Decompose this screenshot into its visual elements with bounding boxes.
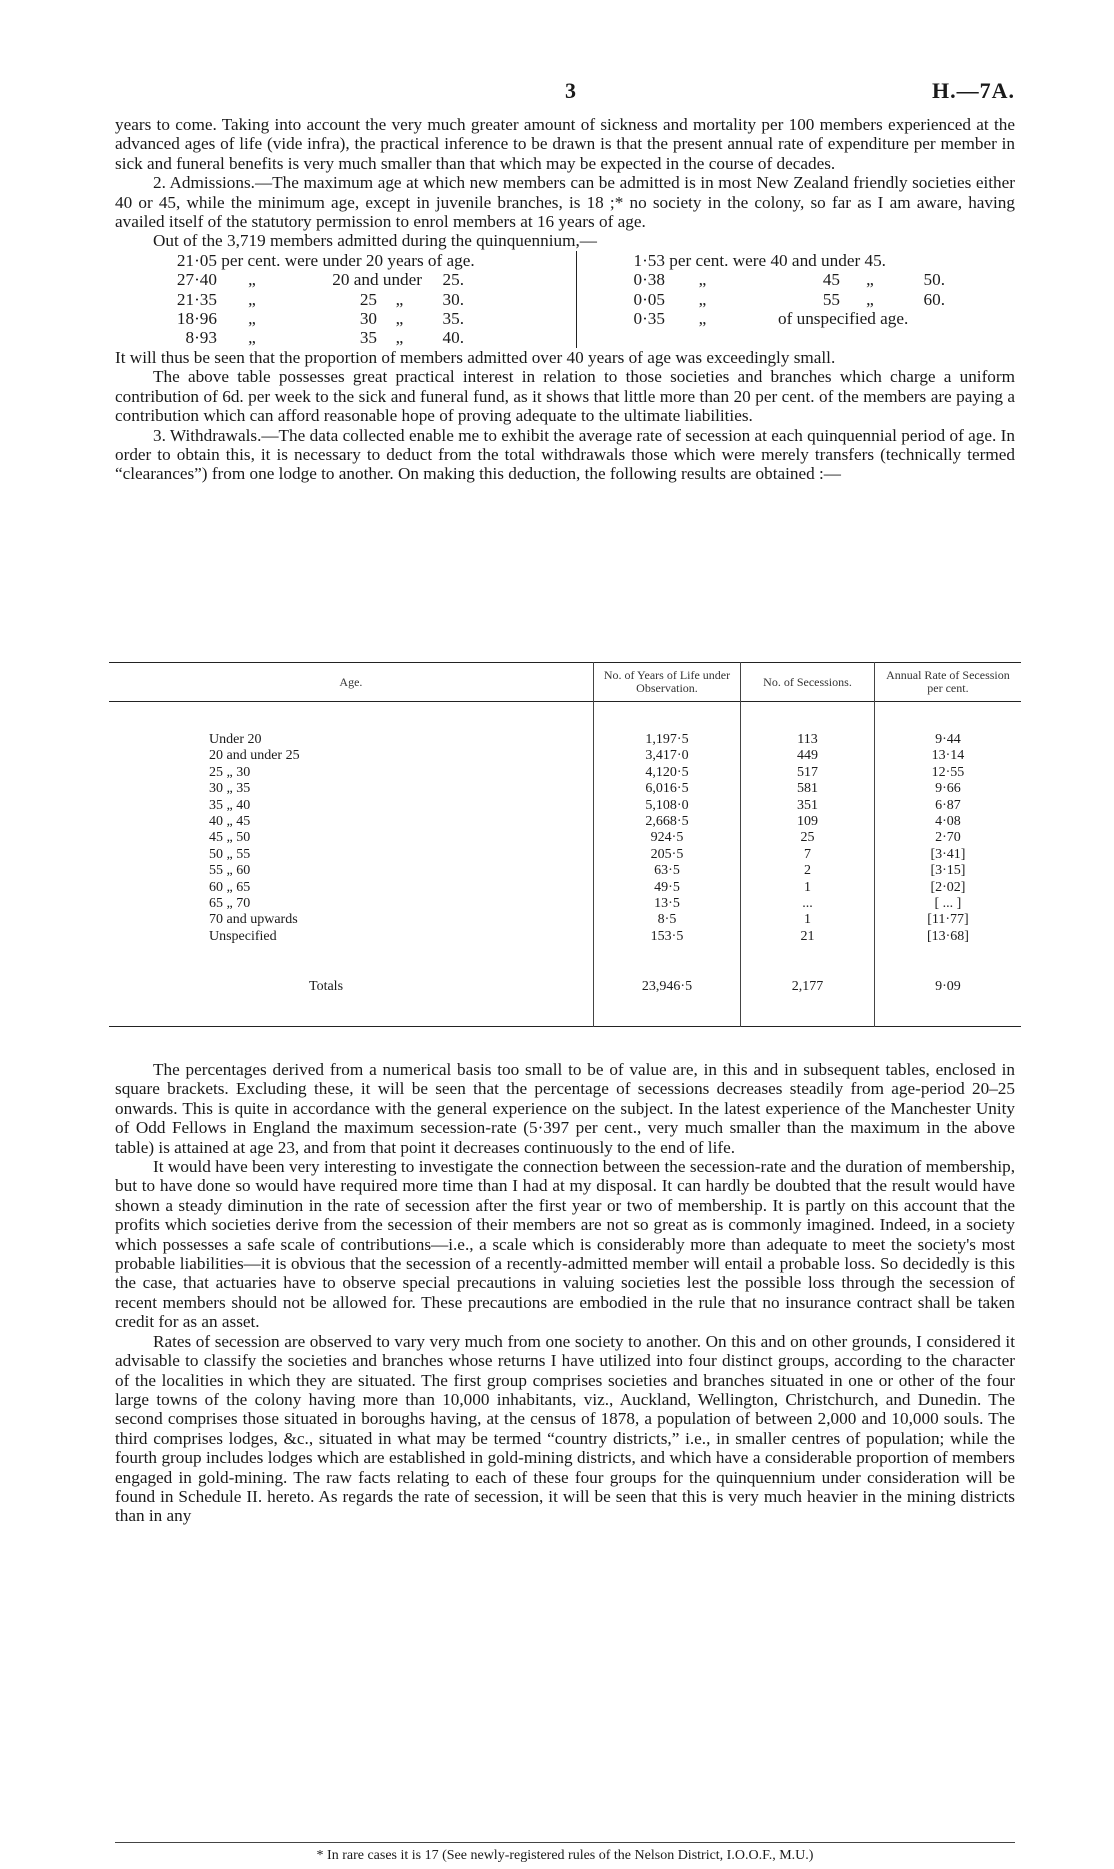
cell-secessions: 1 — [741, 912, 875, 928]
cell-age: 65 „ 70 — [109, 896, 593, 912]
list-item: 18·96 „ 30 „ 35. — [176, 309, 464, 329]
paragraph-admissions: 2. Admissions.—The maximum age at which new members can be admitted is in most New Zealand friendly societies either 40 or 45, while the minimum age, except in juvenile branches, is 18 ;* no society in the colony, so far as I am aware, having availed itself of the statutory permission to enrol members at 16 years of age. — [115, 173, 1015, 232]
footnote-divider — [115, 1842, 1015, 1843]
cell-age: 60 „ 65 — [109, 880, 593, 896]
table-row — [109, 798, 1021, 814]
paragraph-admissions-intro: Out of the 3,719 members admitted during the quinquennium,— — [153, 231, 597, 251]
cell-age: 55 „ 60 — [109, 863, 593, 879]
col-header-rate: Annual Rate of Secession per cent. — [886, 668, 1010, 695]
cell-years: 3,417·0 — [593, 748, 740, 764]
cell-years: 8·5 — [593, 912, 740, 928]
top-section — [115, 115, 1015, 484]
cell-rate: [11·77] — [927, 912, 969, 928]
cell-secessions: 2 — [741, 863, 875, 879]
bottom-section — [115, 1060, 1015, 1526]
cell-rate: [3·41] — [930, 846, 966, 862]
cell-age: 45 „ 50 — [109, 830, 593, 846]
paragraph-percentages: The percentages derived from a numerical basis too small to be of value are, in this and in subsequent tables, enclosed in square brackets. Excluding these, it will be seen that the percentage of secessions decreases steadily from age-period 20–25 onwards. This is quite in accordance with the general experience on the subject. In the latest experience of the Manchester Unity of Odd Fellows in England the maximum secession-rate (5·397 per cent., very much smaller than the maximum in the above table) is attained at age 23, and from that point it decreases continuously to the end of life. — [115, 1060, 1015, 1157]
table-row — [109, 830, 1021, 846]
cell-rate: [3·15] — [930, 863, 966, 879]
col-header-years: No. of Years of Life under Observation. — [593, 663, 740, 702]
cell-age: Unspecified — [109, 929, 593, 945]
cell-years: 1,197·5 — [593, 732, 740, 748]
cell-years: 5,108·0 — [593, 798, 740, 814]
table-row — [109, 863, 1021, 879]
list-item: 21·05 per cent. were under 20 years of age. — [176, 250, 475, 270]
cell-totals-years: 23,946·5 — [593, 975, 740, 1026]
cell-secessions: 449 — [741, 748, 875, 764]
cell-rate: 2·70 — [935, 830, 961, 846]
table-row — [109, 732, 1021, 748]
cell-age: 50 „ 55 — [109, 847, 593, 863]
cell-rate: [13·68] — [926, 928, 969, 944]
cell-secessions: 1 — [741, 880, 875, 896]
admissions-list-left — [115, 251, 577, 348]
cell-years: 4,120·5 — [593, 765, 740, 781]
cell-rate: 12·55 — [931, 764, 965, 780]
cell-rate: 4·08 — [935, 814, 961, 830]
admissions-list-right — [577, 251, 945, 348]
cell-rate: [2·02] — [930, 879, 966, 895]
cell-years: 2,668·5 — [593, 814, 740, 830]
cell-age: Under 20 — [109, 732, 593, 748]
cell-secessions: 581 — [741, 781, 875, 797]
cell-years: 63·5 — [593, 863, 740, 879]
cell-totals-secessions: 2,177 — [741, 975, 875, 1026]
cell-secessions: 21 — [741, 929, 875, 945]
cell-secessions: 351 — [741, 798, 875, 814]
table-header-row — [109, 663, 1021, 702]
cell-years: 6,016·5 — [593, 781, 740, 797]
table-row — [109, 880, 1021, 896]
cell-years: 153·5 — [593, 929, 740, 945]
totals-row — [109, 975, 1021, 1026]
footnote: * In rare cases it is 17 (See newly-registered rules of the Nelson District, I.O.O.F., M.U.) — [316, 1848, 814, 1863]
paragraph-duration: It would have been very interesting to investigate the connection between the secession-rate and the duration of membership, but to have done so would have required more time than I had at my disposal. It can hardly be doubted that the result would have shown a steady diminution in the rate of secession after the first year or two of membership. It is partly on this account that the profits which societies derive from the secession of their members are not so great as is commonly imagined. Indeed, in a society which possesses a safe scale of contributions—i.e., a scale which is considerably more than adequate to meet the society's most probable liabilities—it is obvious that the secession of a recently-admitted member will entail a probable loss. So decidedly is this the case, that actuaries have to observe special precautions in valuing societies lest the possible loss through the secession of recent members should not be allowed for. These precautions are embodied in the rule that no insurance contract shall be taken credit for as an asset. — [115, 1157, 1015, 1332]
cell-rate: [ ... ] — [934, 896, 962, 912]
table-row — [109, 912, 1021, 928]
cell-age: 40 „ 45 — [109, 814, 593, 830]
col-header-age: Age. — [109, 663, 593, 702]
cell-rate: 9·66 — [935, 781, 961, 797]
paragraph-withdrawals: 3. Withdrawals.—The data collected enable me to exhibit the average rate of secession at each quinquennial period of age. In order to obtain this, it is necessary to deduct from the total withdrawals those which were merely transfers (technically termed “clearances”) from one lodge to another. On making this deduction, the following results are obtained :— — [115, 425, 1015, 484]
paragraph-summary: It will thus be seen that the proportion of members admitted over 40 years of age was exceedingly small. — [115, 347, 836, 367]
cell-secessions: 113 — [741, 732, 875, 748]
cell-secessions: 517 — [741, 765, 875, 781]
page-header — [115, 78, 1015, 108]
cell-years: 49·5 — [593, 880, 740, 896]
cell-totals-rate: 9·09 — [935, 979, 961, 995]
table-row — [109, 847, 1021, 863]
paragraph-practical-interest: The above table possesses great practical interest in relation to those societies and branches which charge a uniform contribution of 6d. per week to the sick and funeral fund, as it shows that little more than 20 per cent. of the members are paying a contribution which can afford reasonable hope of proving adequate to the ultimate liabilities. — [115, 367, 1015, 426]
paragraph-groups: Rates of secession are observed to vary very much from one society to another. On this and on other grounds, I considered it advisable to classify the societies and branches whose returns I have utilized into four distinct groups, according to the character of the localities in which they are situated. The first group comprises societies and branches situated in one or other of the four large towns of the colony having more than 10,000 inhabitants, viz., Auckland, Wellington, Christchurch, and Dunedin. The second comprises those situated in boroughs having, at the census of 1878, a population of between 2,000 and 10,000 souls. The third comprises lodges, &c., situated in what may be termed “country districts,” i.e., in smaller centres of population; while the fourth group includes lodges which are established in gold-mining districts, and which have a considerable proportion of members engaged in gold-mining. The raw facts relating to each of these four groups for the quinquennium under consideration will be found in Schedule II. hereto. As regards the rate of secession, it will be seen that this is very much heavier in the mining districts than in any — [115, 1331, 1015, 1526]
col-header-secessions: No. of Secessions. — [741, 663, 875, 702]
cell-rate: 13·14 — [931, 748, 965, 764]
document-reference: H.—7A. — [932, 78, 1015, 103]
list-item: 21·35 „ 25 „ 30. — [176, 289, 464, 309]
table-row — [109, 748, 1021, 764]
paragraph-continuation: years to come. Taking into account the very much greater amount of sickness and mortality per 100 members experienced at the advanced ages of life (vide infra), the practical inference to be drawn is that the present annual rate of expenditure per member in sick and funeral benefits is very much smaller than that which may be expected in the course of decades. — [115, 115, 1015, 173]
list-item: 8·93 „ 35 „ 40. — [185, 328, 464, 348]
cell-years: 205·5 — [593, 847, 740, 863]
table-row — [109, 896, 1021, 912]
admissions-list — [115, 251, 1015, 348]
cell-secessions: ... — [741, 896, 875, 912]
list-item: 0·05 „ 55 „ 60. — [633, 289, 945, 309]
cell-age: 30 „ 35 — [109, 781, 593, 797]
page-number: 3 — [565, 78, 576, 103]
table-row — [109, 781, 1021, 797]
cell-age: 20 and under 25 — [109, 748, 593, 764]
secession-table — [109, 662, 1021, 1027]
table-row — [109, 765, 1021, 781]
table-row — [109, 814, 1021, 830]
cell-secessions: 109 — [741, 814, 875, 830]
cell-age: 35 „ 40 — [109, 798, 593, 814]
list-item: 27·40 „ 20 and under 25. — [176, 270, 464, 290]
list-item: 0·35 „ of unspecified age. — [633, 309, 909, 329]
table-row — [109, 929, 1021, 945]
cell-secessions: 7 — [741, 847, 875, 863]
cell-years: 13·5 — [593, 896, 740, 912]
cell-rate: 6·87 — [935, 797, 961, 813]
list-item: 1·53 per cent. were 40 and under 45. — [633, 250, 886, 270]
cell-secessions: 25 — [741, 830, 875, 846]
cell-totals-label: Totals — [109, 975, 593, 1026]
cell-rate: 9·44 — [935, 732, 961, 747]
cell-years: 924·5 — [593, 830, 740, 846]
list-item: 0·38 „ 45 „ 50. — [633, 270, 945, 290]
cell-age: 70 and upwards — [109, 912, 593, 928]
cell-age: 25 „ 30 — [109, 765, 593, 781]
